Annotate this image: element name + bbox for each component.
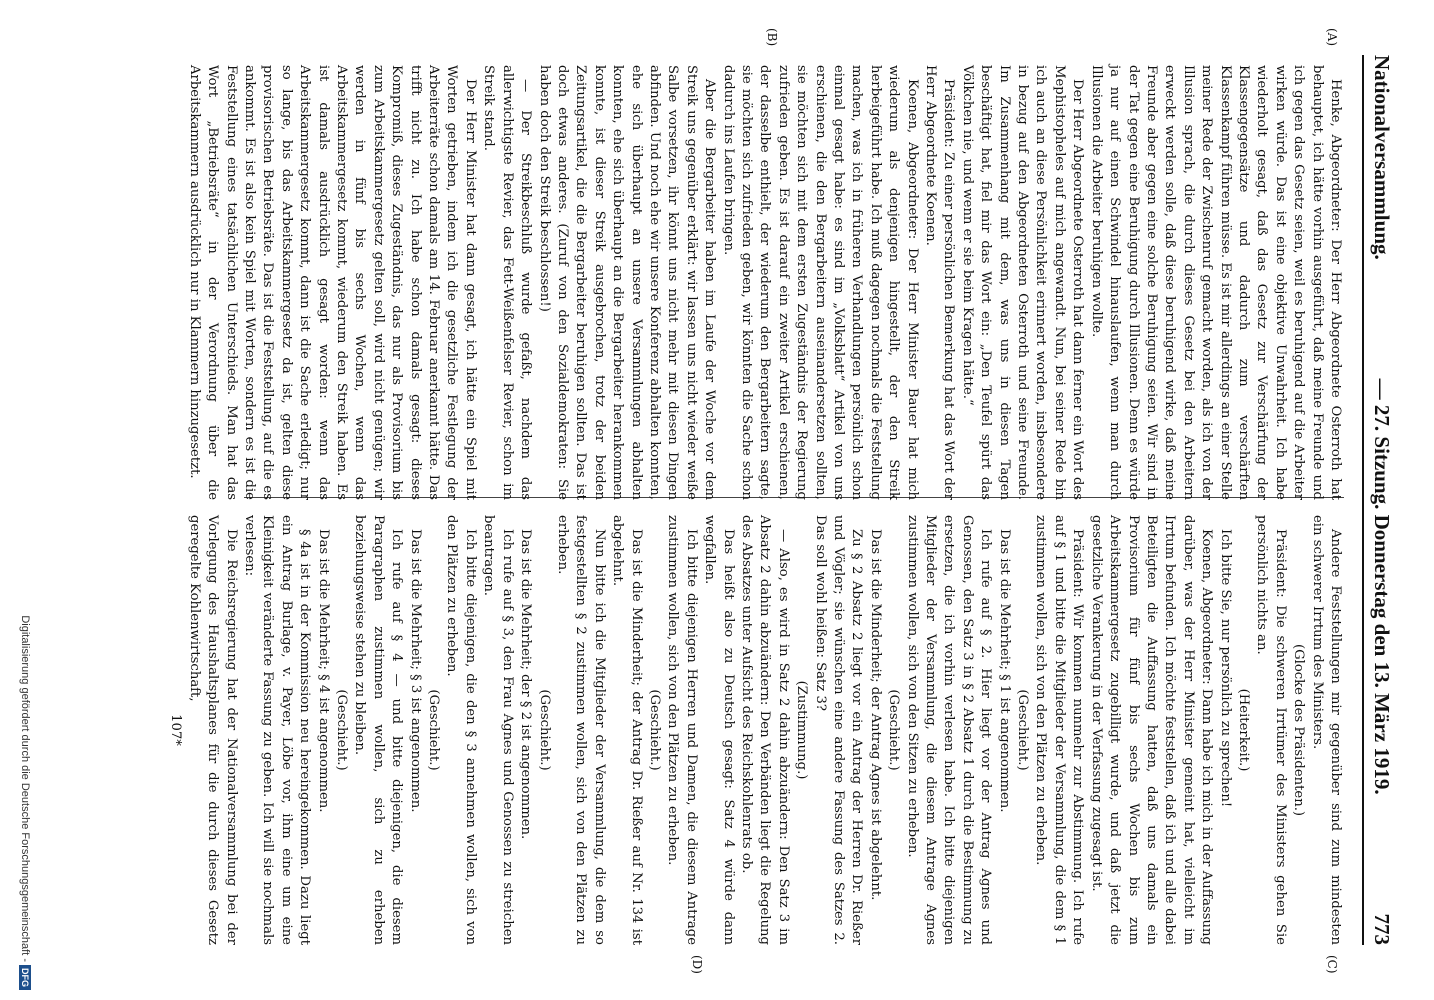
stage-direction: (Geschieht.) (536, 689, 552, 771)
paragraph: Die Reichsregierung hat der Nationalversammlung bei der Vorlegung des Haushaltsplanes für die durch dieses Gesetz geregelte Kohlenwirtschaft, (186, 515, 239, 945)
paragraph: Das ist die Minderheit; der Antrag Dr. Rießer auf Nr. 134 ist abgelehnt. (610, 515, 644, 945)
paragraph: Ich bitte diejenigen, die den § 3 annehmen wollen, sich von den Plätzen zu erheben. (444, 515, 478, 945)
paragraph: Präsident: Wir kommen nunmehr zur Abstimmung. Ich rufe auf § 1 und bitte die Mitglieder der Versammlung, die dem § 1 zustimmen wollen, sich von den Plätzen zu erheben. (1033, 515, 1086, 945)
stage-direction: (Zustimmung.) (794, 680, 810, 780)
header-left: Nationalversammlung. (1370, 55, 1394, 260)
stage-direction: (Geschieht.) (426, 689, 442, 771)
paragraph: Koenen, Abgeordneter: Dann habe ich mich in der Auffassung darüber, was der Herr Minister gemeint hat, vielleicht im Irrtum befunden. Ich möchte feststellen, daß ich und alle dabei Beteiligten die Auffassung hatten, daß uns damals ein Provisorium für fünf bis sechs Wochen bis zum Arbeitskammergesetz zugebilligt wurde, und daß jetzt die gesetzliche Verankerung in der Verfassung zugesagt ist. (1088, 515, 1215, 945)
paragraph: Ich rufe auf § 2. Hier liegt vor der Antrag Agnes und Genossen, den Satz 3 in § 2 Absatz 1 durch die Bestimmung zu ersetzen, die ich vorhin verlesen habe. Ich bitte diejenigen Mitglieder der Versammlung, die diesem Antrage Agnes zustimmen wollen, sich von den Sitzen zu erheben. (904, 515, 994, 945)
stage-direction: (Geschieht.) (646, 689, 662, 771)
header-center: — 27. Sitzung. Donnerstag den 13. März 1919. (1370, 378, 1394, 795)
paragraph: Präsident: Die schweren Irrtümer des Ministers gehen Sie persönlich nichts an. (1254, 515, 1288, 945)
page-header (1369, 55, 1394, 945)
signature-mark: 107* (168, 714, 184, 746)
margin-mark-d: (D) (690, 955, 704, 974)
dfg-logo: DFG (19, 965, 31, 990)
paragraph: Das ist die Mehrheit; § 4 ist angenommen. (315, 529, 331, 813)
paragraph: Das ist die Minderheit; der Antrag Agnes ist abgelehnt. (867, 529, 883, 901)
dfg-credit (11, 15, 39, 990)
margin-mark-a: (A) (1325, 28, 1339, 47)
paragraph: Der Herr Minister hat dann gesagt, ich hätte ein Spiel mit Worten getrieben, indem ich die gesetzliche Festlegung der Arbeiterräte schon damals am 14. Februar anerkannt hätte. Das trifft nicht zu. Ich habe schon damals gesagt: dieses Kompromiß, dieses Zugeständnis, das nur als Provisorium bis zum Arbeitskammergesetz gelten soll, wird nicht genügen; wir werden in fünf bis sechs Wochen, wenn das Arbeitskammergesetz kommt, wiederum den Streik haben. Es ist damals ausdrücklich gesagt worden: wenn das Arbeitskammergesetz kommt, dann ist die Sache erledigt; nur so lange, bis das Arbeitskammergesetz da ist, gelten diese provisorischen Betriebsräte. Das ist die Feststellung, auf die es ankommt. Es ist also kein Spiel mit Worten, sondern es ist die Feststellung eines tatsächlichen Unterschieds. Man hat das Wort „Betriebsräte“ in der Verordnung über die Arbeitskammern ausdrücklich nur in Klammern hinzugesetzt. (186, 65, 478, 500)
paragraph: Aber die Bergarbeiter haben im Laufe der Woche vor dem Streik uns gegenüber erklärt: wir lassen uns nicht wieder weiße Salbe vorsetzen, ihr könnt uns nicht mehr mit diesen Dingen abfinden. Und noch ehe wir unsere Konferenz abhalten konnten, ehe sich überhaupt an unsere Versammlungen abhalten konnten, ehe sich überhaupt an die Bergarbeiter herankommen konnte, ist dieser Streik ausgebrochen, trotz der beiden Zeitungsartikel, die die Bergarbeiter beruhigen sollten. Das ist doch etwas anderes. (Zuruf von den Sozialdemokraten: Sie haben doch den Streik beschlossen!) (536, 65, 718, 500)
paragraph: Andere Feststellungen mir gegenüber sind zum mindesten ein schwerer Irrtum des Ministers. (1309, 515, 1343, 945)
paragraph: Nun bitte ich die Mitglieder der Versammlung, die dem so festgestellten § 2 zustimmen wollen, sich von den Plätzen zu erheben. (554, 515, 607, 945)
paragraph: Ich rufe auf § 4 — und bitte diejenigen, die diesem Paragraphen zustimmen wollen, sich zu erheben beziehungsweise stehen zu bleiben. (352, 515, 405, 945)
paragraph: Zu § 2 Absatz 2 liegt vor ein Antrag der Herren Dr. Rießer und Vögler; sie wünschen eine andere Fassung des Satzes 2. Das soll wohl heißen: Satz 3? (812, 515, 865, 945)
stage-direction: (Geschieht.) (334, 689, 350, 771)
paragraph: — Der Streikbeschluß wurde gefaßt, nachdem das allerwichtigste Revier, das Fett-Weißenfelser Revier, schon im Streik stand. (481, 65, 534, 500)
paragraph: — Also, es wird in Satz 2 dahin abzuändern: Den Satz 3 im Absatz 2 dahin abzuändern: Den Verbänden liegt die Regelung des Absatzes unter Aufsicht des Reichskohlenrats ob. (739, 515, 791, 945)
paragraph: Ich bitte diejenigen Herren und Damen, die diesem Antrage zustimmen wollen, sich von den Plätzen zu erheben. (665, 515, 699, 945)
paragraph: Das ist die Mehrheit; der § 2 ist angenommen. (518, 529, 534, 840)
left-column (184, 65, 1344, 500)
margin-mark-b: (B) (765, 28, 779, 47)
paragraph: Ich rufe auf § 3, den Frau Agnes und Genossen zu streichen beantragen. (481, 515, 515, 945)
paragraph: Koenen, Abgeordneter: Der Herr Minister Bauer hat mich wiederum als denjenigen hingestellt, der den Streik herbeigeführt habe. Ich muß dagegen nochmals die Feststellung machen, was ich in früheren Verhandlungen persönlich schon einmal gesagt habe: es sind im „Volksblatt“ Artikel von uns erschienen, die den Bergarbeitern auseinandersetzen sollten, sie möchten sich mit dem ersten Zugeständnis der Regierung zufrieden geben. Es ist darauf ein zweiter Artikel erschienen, der dasselbe enthielt, der wiederum den Bergarbeitern sagte, sie möchten sich zufrieden geben, wir könnten die Sache schon dadurch ins Laufen bringen. (720, 65, 920, 500)
stage-direction: (Glocke des Präsidenten.) (1291, 643, 1307, 817)
paragraph: Präsident: Zu einer persönlichen Bemerkung hat das Wort der Herr Abgeordnete Koenen. (923, 65, 957, 500)
stage-direction: (Geschieht.) (1015, 689, 1031, 771)
paragraph: Das ist die Mehrheit; § 3 ist angenommen. (407, 529, 423, 813)
paragraph: Henke, Abgeordneter: Der Herr Abgeordnete Osterroth hat behauptet, ich hätte vorhin ausgeführt, daß meine Freunde und ich gegen das Gesetz seien, weil es beruhigend auf die Arbeiter wirken würde. Das ist eine objektive Unwahrheit. Ich habe wiederholt gesagt, daß das Gesetz zur Verschärfung der Klassengegensätze und dadurch zum verschärften Klassenkampf führen müsse. Es ist mir allerdings an einer Stelle meiner Rede der Zwischenruf gemacht worden, als ich von der Illusion sprach, die durch dieses Gesetz bei den Arbeitern erweckt werden solle, daß diese beruhigend wirke, daß meine Freunde aber gegen eine solche Beruhigung seien. Wir sind in der Tat gegen eine Beruhigung durch Illusionen. Denn es würde ja nur auf einen Schwindel hinauslaufen, wenn man durch Illusionen die Arbeiter beruhigen wollte. (1088, 65, 1343, 500)
paragraph: § 4a ist in der Kommission neu hereingekommen. Dazu liegt ein Antrag Burlage, v. Payer, Löbe vor, ihm eine um eine Kleinigkeit veränderte Fassung zu geben. Ich will sie nochmals verlesen: (242, 515, 313, 945)
right-column (166, 515, 1344, 945)
margin-mark-c: (C) (1325, 955, 1339, 974)
credit-text: Digitalisierung gefördert durch die Deutsche Forschungsgemeinschaft - (19, 615, 31, 962)
paragraph: Das ist die Mehrheit; § 1 ist angenommen. (996, 529, 1012, 813)
stage-direction: (Heiterkeit.) (1235, 688, 1251, 772)
paragraph: Das heißt also zu Deutsch gesagt: Satz 4 würde dann wegfallen. (702, 515, 736, 945)
paragraph: Der Herr Abgeordnete Osterroth hat dann ferner ein Wort des Mephistopheles auf mich angewandt. Nun, bei seiner Rede bin ich auch an diese Persönlichkeit erinnert worden, insbesondere in bezug auf den Abgeordneten Osterroth und seine Freunde. Im Zusammenhang mit dem, was uns in diesen Tagen beschäftigt hat, fiel mir das Wort ein: „Den Teufel spürt das Völkchen nie, und wenn er sie beim Kragen hätte.“ (959, 65, 1086, 500)
page-number: 773 (1370, 913, 1394, 945)
header-rule (1362, 55, 1364, 945)
stage-direction: (Geschieht.) (886, 689, 902, 771)
paragraph: Ich bitte Sie, nur persönlich zu sprechen! (1217, 529, 1233, 808)
